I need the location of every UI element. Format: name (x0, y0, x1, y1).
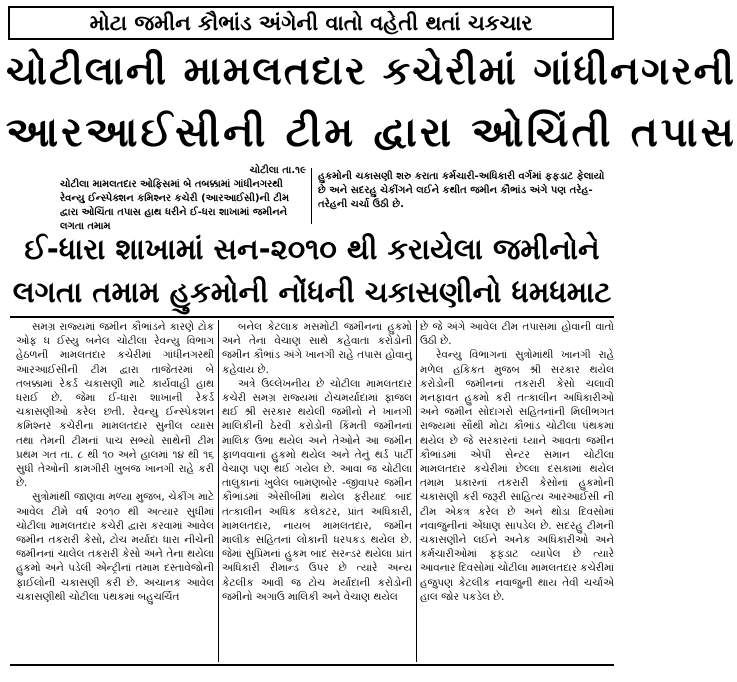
body-paragraph: બનેલ કેટલાક મસમોટી જમીનનાં હુકમો અને તેના વેચાણ સાથે કહેવાતા કરોડોની જમીન કૌભાંડ અંગે ખાનગી રાહે તપાસ હોવાનું કહેવાય છે. (222, 321, 412, 376)
body-column-3 (420, 320, 614, 662)
body-column-2 (222, 320, 412, 662)
body-paragraph: સુત્રોમાંથી જાણવા મળ્યા મુજબ, ચેકીંગ માટે આવેલ ટીમે વર્ષ ૨૦૧૦ થી અત્યાર સુધીમાં ચોટીલા મામલતદાર કચેરી દ્વારા કરવામાં આવેલ જમીન તકરારી કેસો, ટોચ મર્યાદા ધારા નીચેની જમીનનાં ચાલેલ તકરારી કેસો અને તેના થયેલા હુકમો અને પડેલી એન્ટ્રીનાં તમામ દસ્તાવેજોની ફાઈલોની ચકાસણી કરી છે. અચાનક આવેલ ચકાસણીથી ચોટીલા પંથકમાં બહુચર્ચિત (16, 491, 214, 603)
body-paragraph: છે જે અંગે આવેલ ટીમ તપાસમાં હોવાની વાતો ઉઠી છે. (420, 321, 614, 348)
column-divider (218, 320, 219, 662)
subheadline-line-1: ઈ-ધારા શાખામાં સન-૨૦૧૦ થી કરાયેલા જમીનોને (24, 232, 600, 266)
intro-right-text: હુકમોની ચકાસણી શરુ કરાતા કર્મચારી-અધિકારી વર્ગમાં ફફડાટ ફેલાયો છે અને સદરહુ ચેકીંગને લઈને કથીત જમીન કૌભાંડ અંગે પણ તરેહ-તરેહની ચર્ચા ઉઠી છે. (318, 171, 605, 210)
intro-left-text: ચોટીલા મામલતદાર ઓફિસમાં બે તબક્કામાં ગાંધીનગરથી રેવન્યુ ઈન્સ્પેક્શન કમિશ્નર કચેરી (આરઆઈસી)ની ટીમ દ્વારા ઓચિંતા તપાસ હાથ ધરીને ઈ-ધરા શાખામાં જમીનને લગતા તમામ (60, 179, 290, 232)
body-paragraph: સમગ્ર રાજ્યમાં જમીન કૌભાંડને કારણે ટોક ઓફ ધ ઈસ્યુ બનેલ ચોટીલા રેવન્યુ વિભાગ હેઠળની મામલતદાર કચેરીમાં ગાંધીનગરથી આરઆઈસીની ટીમ દ્વારા તાજેતરમાં બે તબક્કામાં રેકર્ડ ચકાસણી માટે કાર્યવાહી હાથ ધરાઈ છે. જેમા ઈ-ધારા શાખાની રેકર્ડ ચકાસણીઓ કરેલ છતી. રેવન્યુ ઈન્સ્પેકશન કમિશ્નર કચેરીના મામલતદાર સુનીલ વ્યાસ તથા તેમની ટીમનાં પાચ સભ્યો સાથેની ટીમ પ્રથમ ગત તા. ૮ થી ૧૦ અને હાલમાં ૧૪ થી ૧૬ સુધી તેઓની કામગીરી ખુબજ ખાનગી રાહે કરી છે. (16, 321, 214, 490)
main-headline-line-2: આરઆઈસીની ટીમ દ્વારા ઓચિંતી તપાસ (6, 108, 737, 156)
intro-left (60, 164, 306, 232)
intro-divider (311, 168, 312, 224)
column-divider (416, 320, 417, 662)
body-paragraph: રેવન્યુ વિભાગનાં સુત્રોમાંથી ખાનગી રાહે મળેલ હકિકત મુજબ શ્રી સરકાર થયેલ કરોડોની જમીનનાં તકરારી કેસો ચલાવી મનફાવત હુકમો કરી તત્કાલીન અધિકારીઓ અને જમીન સોદાગરો સહિતનાંની મિલીભગત રાજ્યમાં સૌથી મોટા કૌભાંડ ચોટીલા પંથકમાં થયેલ છે જે સરકારનાં ધ્યાને આવતા જમીન કૌભાંડમાં એપી સેન્ટર સમાન ચોટીલા મામલતદાર કચેરીમાં છેલ્લા દસકામાં થયેલ તમામ પ્રકારનાં તકરારી કેસોનાં હુકમોની ચકાસણી કરી જરૂરી સાહિત્ય આરઆઈસી ની ટીમ એકત્ર કરેલ છે અને થોડા દિવસોમાં નવાજુનીનાં એંધાણ સાપડેલ છે. સદરહુ ટીમની ચકાસણીને લઈને અનેક અધિકારીઓ અને કર્મચારીઓમાં ફફડાટ વ્યાપેલ છે ત્યારે આવનાર દિવસોમાં ચોટીલા મામલતદાર કચેરીમાં હજુપણ કેટલીક નવાજુની થાય તેવી ચર્ચાએ હાલ જોર પકડેલ છે. (420, 349, 614, 603)
subheadline-line-2: લગતા તમામ હુકમોની નોંધની ચકાસણીનો ધમધમાટ (12, 275, 612, 309)
kicker-headline: મોટા જમીન કૌભાંડ અંગેની વાતો વહેતી થતાં ચકચાર (8, 6, 614, 40)
body-column-1 (16, 320, 214, 662)
bottom-rule (10, 664, 614, 666)
main-headline-line-1: ચોટીલાની મામલતદાર કચેરીમાં ગાંધીનગરની (6, 49, 736, 94)
body-paragraph: અત્રે ઉલ્લેખનીય છે ચોટીલા મામલતદાર કચેરી સમગ્ર રાજ્યમાં ટોચમર્યાદામાં ફાજલ થઈ શ્રી સરકાર થયેલી જમીનો ને ખાનગી માલિકીની ઠેરવી કરોડોની કિંમતી જમીનનાં માલિક ઉભા થયેલ અને તેઓને આ જમીન ફાળવવાનાં હુકમો થયેલ અને તેનું થર્ડ પાર્ટી વેચાણ પણ થઈ ગયેલ છે. આવા જ ચોટીલા તાલુકાનાં ખુલેલ બામણબોર -જીવાપર જમીન કૌભાંડમાં એસીબીમાં થયેલ ફરીયાદ બાદ તત્કાલીન અધિક કલેકટર, પ્રાંત અધિકારી, મામલતદાર, નાયબ મામલતદાર, જમીન માલીક સહિતનાં લોકાની ધરપકડ થયેલ છે. જેમાં સુપ્રિમનાં હુકમ બાદ સરન્ડર થયેલા પ્રાંત અધિકારી રીમાન્ડ ઉપર છે ત્યારે અન્ય કેટલીક આવી જ ટોચ મર્યાદાની કરોડોની જમીનો અગાઉ માલિકી અને વેચાણ થયેલ (222, 377, 412, 603)
top-rule (10, 316, 614, 318)
dateline: ચોટીલા તા.૧૯ (249, 165, 306, 176)
